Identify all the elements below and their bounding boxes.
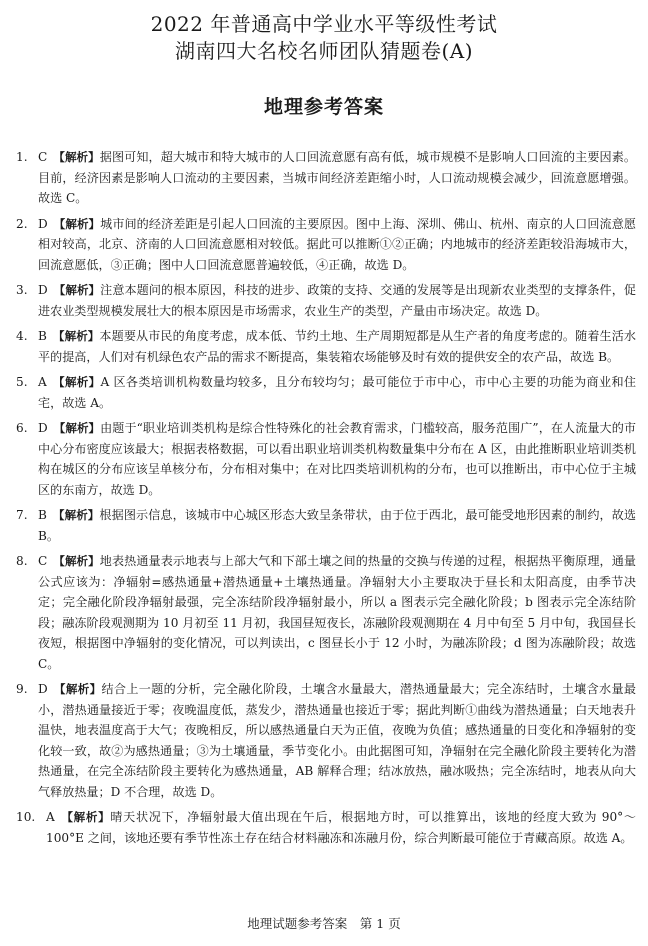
question-number: 7. [16, 508, 28, 522]
question-number: 4. [16, 329, 28, 343]
answer-item-3 [16, 280, 636, 321]
analysis-tag: 【解析】 [60, 810, 111, 824]
answer-item-7 [16, 505, 636, 546]
answer-item-2 [16, 214, 636, 276]
analysis-tag: 【解析】 [53, 216, 101, 231]
analysis-text: 地表热通量表示地表与上部大气和下部土壤之间的热量的交换与传递的过程，根据热平衡原理，通量公式应该为：净辐射=感热通量+潜热通量+土壤热通量。净辐射大小主要取决于昼长和太阳高度，由季节决定；完全融化阶段净辐射最强，完全冻结阶段净辐射最小，所以 a 图表示完全融化阶段；b 图表示完全冻结阶段；融冻阶段观测期为 10 月初至 11 月初，我国昼短夜长，冻融阶段观测期在 4 月中旬至 5 月中旬，我国昼长夜短，根据图中净辐射的变化情况，可以判读出，c 图昼长小于 12 小时，为融冻阶段；d 图为冻融阶段；故选 C。 [38, 554, 636, 671]
question-number: 8. [16, 554, 28, 568]
analysis-tag: 【解析】 [52, 329, 100, 343]
question-number: 10. [16, 810, 36, 824]
answer-letter: D [38, 421, 48, 435]
answer-item-1 [16, 147, 636, 209]
analysis-text: 结合上一题的分析，完全融化阶段，土壤含水量最大，潜热通量最大；完全冻结时，土壤含水量最小，潜热通量接近于零；夜晚温度低，蒸发少，潜热通量也接近于零；据此判断①曲线为潜热通量；白天地表升温快，地表温度高于大气；夜晚相反，所以感热通量白天为正值，夜晚为负值；感热通量的日变化和净辐射的变化较一致，故②为感热通量；③为土壤通量，季节变化小。由此据图可知，净辐射在完全融化阶段主要转化为潜热通量，在完全冻结阶段主要转化为感热通量，AB 解释合理；结冰放热，融冰吸热；完全冻结时，地表从向大气释放热量；D 不合理，故选 D。 [38, 682, 636, 799]
subject-title: 地理参考答案 [263, 96, 384, 118]
answer-letter: D [38, 216, 48, 231]
answer-letter: B [38, 508, 47, 522]
analysis-tag: 【解析】 [53, 421, 101, 435]
answer-letter: C [38, 150, 48, 164]
analysis-text: 晴天状况下，净辐射最大值出现在午后，根据地方时，可以推算出，该地的经度大致为 90°～100°E 之间，该地还要有季节性冻土存在结合材料融冻和冻融月份，综合判断最可能位于青藏高原。故选 A。 [46, 810, 637, 845]
analysis-text: 由题于“职业培训类机构是综合性特殊化的社会教育需求，门槛较高，服务范围广”，在人流量大的市中心分布密度应该最大；根据表格数据，可以看出职业培训类机构数量集中分布在 A 区，由此推断职业培训类机构在城区的分布应该呈单核分布，分布相对集中；在对比四类培训机构的分布，也可以推断出，市中心位于主城区的东南方，故选 D。 [38, 421, 637, 497]
answer-list [16, 147, 636, 853]
question-number: 5. [16, 375, 28, 389]
question-number: 1. [16, 150, 28, 164]
answer-item-6 [16, 418, 636, 500]
exam-title-line2: 湖南四大名校名师团队猜题卷(A) [174, 39, 474, 63]
answer-item-10 [16, 807, 636, 848]
answer-letter: A [46, 810, 55, 824]
analysis-tag: 【解析】 [53, 283, 101, 297]
answer-item-5 [16, 372, 636, 413]
question-number: 2. [16, 216, 28, 231]
analysis-tag: 【解析】 [53, 682, 102, 696]
analysis-text: 据图可知，超大城市和特大城市的人口回流意愿有高有低，城市规模不是影响人口回流的主要因素。目前，经济因素是影响人口流动的主要因素，当城市间经济差距缩小时，人口流动规模会减少，回流意愿增强。故选 C。 [38, 150, 636, 205]
analysis-tag: 【解析】 [53, 150, 100, 164]
analysis-text: 根据图示信息，该城市中心城区形态大致呈条带状，由于位于西北，最可能受地形因素的制约，故选 B。 [38, 508, 636, 543]
answer-letter: A [38, 375, 47, 389]
answer-letter: D [38, 682, 48, 696]
answer-item-8 [16, 551, 636, 674]
analysis-tag: 【解析】 [53, 554, 100, 568]
answer-letter: C [38, 554, 48, 568]
analysis-text: 城市间的经济差距是引起人口回流的主要原因。图中上海、深圳、佛山、杭州、南京的人口回流意愿相对较高，北京、济南的人口回流意愿相对较低。据此可以推断①②正确；内地城市的经济差距较沿海城市大，回流意愿低，③正确；图中人口回流意愿普遍较低，④正确，故选 D。 [38, 216, 636, 272]
analysis-tag: 【解析】 [52, 375, 101, 389]
exam-title-line1: 2022 年普通高中学业水平等级性考试 [150, 12, 498, 36]
question-number: 9. [16, 682, 28, 696]
answer-item-4 [16, 326, 636, 367]
question-number: 6. [16, 421, 28, 435]
analysis-text: A 区各类培训机构数量均较多，且分布较均匀；最可能位于市中心，市中心主要的功能为商业和住宅，故选 A。 [38, 375, 636, 410]
answer-item-9 [16, 679, 636, 802]
analysis-tag: 【解析】 [52, 508, 100, 522]
answer-letter: B [38, 329, 47, 343]
page-footer: 地理试题参考答案 第 1 页 [247, 916, 401, 931]
answer-letter: D [38, 283, 48, 297]
question-number: 3. [16, 283, 28, 297]
analysis-text: 注意本题问的根本原因，科技的进步、政策的支持、交通的发展等是出现新农业类型的支撑条件，促进农业类型规模发展壮大的根本原因是市场需求，农业生产的类型，产量由市场决定。故选 D。 [38, 283, 636, 318]
analysis-text: 本题要从市民的角度考虑，成本低、节约土地、生产周期短都是从生产者的角度考虑的。随着生活水平的提高，人们对有机绿色农产品的需求不断提高，集装箱农场能够及时有效的提供安全的农产品，故选 B。 [38, 329, 636, 364]
